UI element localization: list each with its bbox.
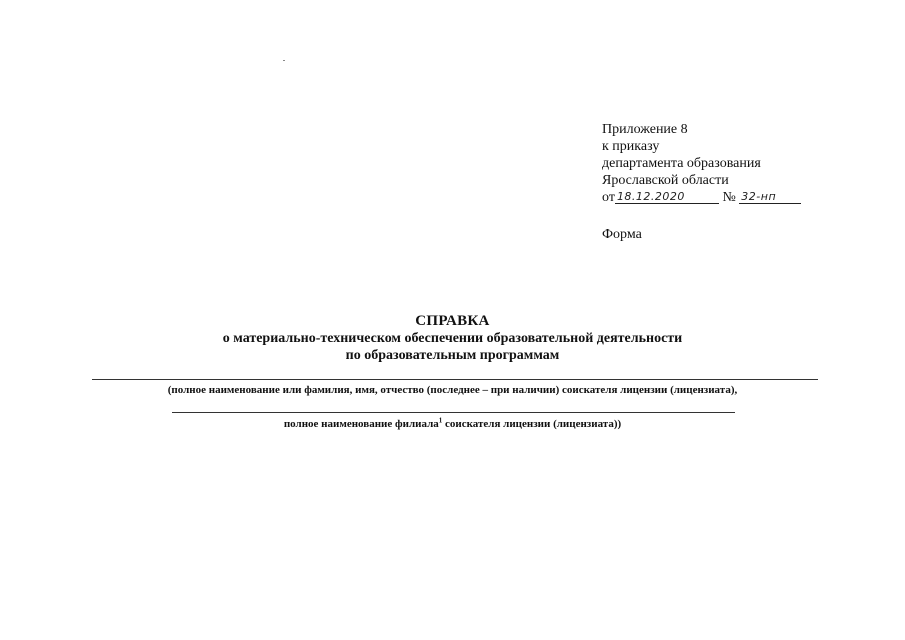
scan-speck [283, 60, 285, 61]
number-label: № [722, 190, 736, 205]
branch-name-fill-line [172, 412, 735, 413]
appendix-date-number-line [602, 189, 801, 206]
appendix-line-3: департамента образования [602, 156, 761, 171]
handwritten-order-number: 32-нп [739, 190, 801, 204]
branch-name-caption [0, 418, 905, 430]
applicant-name-caption: (полное наименование или фамилия, имя, отчество (последнее – при наличии) соискателя лицензии (лицензиата), [167, 384, 738, 396]
appendix-block [602, 121, 801, 206]
from-label: от [602, 190, 615, 205]
branch-caption-text-end: соискателя лицензии (лицензиата)) [442, 418, 622, 430]
document-title: СПРАВКА [415, 313, 490, 329]
form-label: Форма [602, 227, 642, 242]
document-subtitle-line-1: о материально-техническом обеспечении образовательной деятельности [222, 331, 683, 346]
footnote-marker: 1 [438, 416, 443, 425]
handwritten-date: 18.12.2020 [615, 190, 719, 204]
appendix-line-2: к приказу [602, 139, 660, 154]
appendix-line-1: Приложение 8 [602, 122, 688, 137]
applicant-name-fill-line [92, 379, 818, 380]
branch-caption-text: полное наименование филиала [283, 418, 439, 430]
appendix-line-4: Ярославской области [602, 173, 729, 188]
document-subtitle-line-2: по образовательным программам [345, 348, 560, 363]
